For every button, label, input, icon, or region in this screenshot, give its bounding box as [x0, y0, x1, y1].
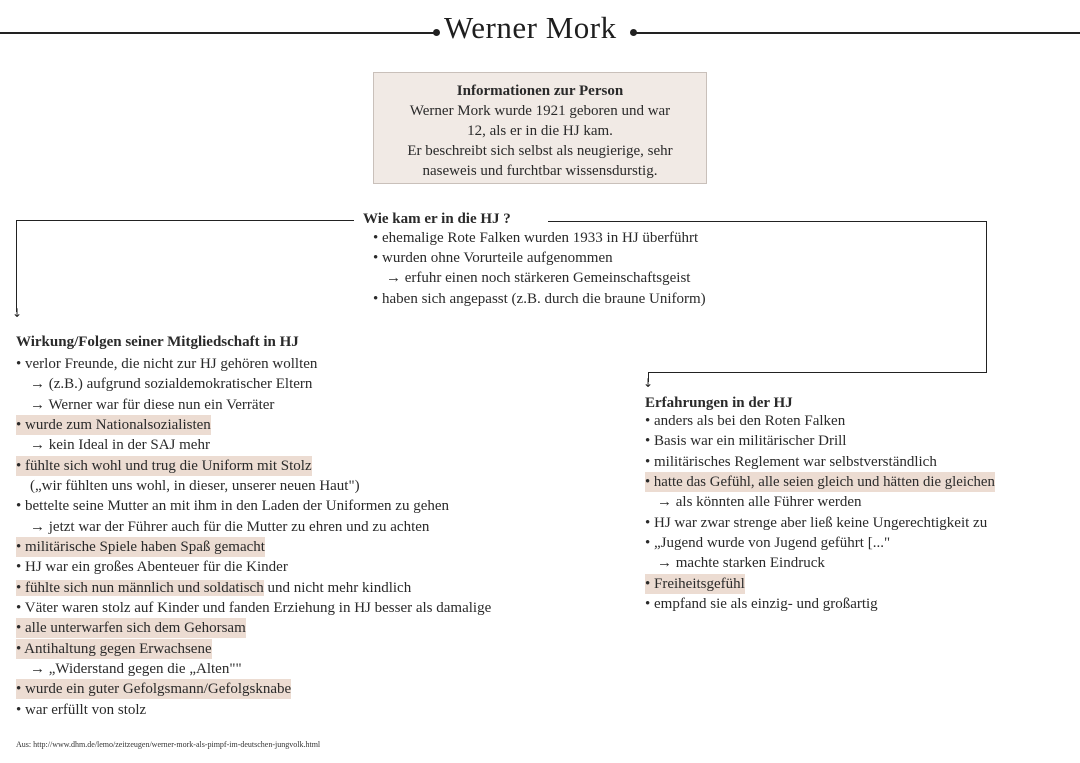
experiences-item: • „Jugend wurde von Jugend geführt [...": [645, 535, 891, 551]
experiences-item: • empfand sie als einzig- und großartig: [645, 596, 878, 612]
experiences-item: • HJ war zwar strenge aber ließ keine Ungerechtigkeit zu: [645, 515, 988, 531]
entry-item: → erfuhr einen noch stärkeren Gemeinschaftsgeist: [386, 270, 691, 286]
entry-item: • haben sich angepasst (z.B. durch die braune Uniform): [373, 291, 706, 307]
effects-item-rest: und nicht mehr kindlich: [263, 580, 412, 596]
effects-item: → kein Ideal in der SAJ mehr: [30, 437, 210, 453]
page-title: Werner Mork: [444, 10, 617, 45]
arrow-down-icon: ↓: [12, 306, 23, 320]
connector-right: [548, 221, 986, 222]
info-heading: Informationen zur Person: [456, 83, 624, 99]
effects-item-highlight: • fühlte sich nun männlich und soldatisch: [16, 580, 264, 596]
title-rule-right: [634, 32, 1080, 34]
effects-heading: Wirkung/Folgen seiner Mitgliedschaft in HJ: [16, 334, 299, 350]
info-line: Werner Mork wurde 1921 geboren und war: [409, 103, 671, 119]
effects-item: → „Widerstand gegen die „Alten"": [30, 661, 242, 677]
experiences-heading: Erfahrungen in der HJ: [645, 395, 793, 411]
entry-item: • wurden ohne Vorurteile aufgenommen: [373, 250, 613, 266]
connector-left-down: [16, 220, 17, 312]
effects-item: → Werner war für diese nun ein Verräter: [30, 397, 275, 413]
effects-item: • alle unterwarfen sich dem Gehorsam: [16, 620, 246, 636]
effects-item: • wurde ein guter Gefolgsmann/Gefolgsknabe: [16, 681, 292, 697]
entry-item: • ehemalige Rote Falken wurden 1933 in HJ überführt: [373, 230, 699, 246]
connector-left: [16, 220, 354, 221]
effects-item: • verlor Freunde, die nicht zur HJ gehören wollten: [16, 356, 318, 372]
experiences-item: → als könnten alle Führer werden: [657, 494, 862, 510]
title-rule-left-dot: [433, 29, 440, 36]
effects-item: → (z.B.) aufgrund sozialdemokratischer Eltern: [30, 376, 313, 392]
effects-item: • wurde zum Nationalsozialisten: [16, 417, 211, 433]
arrow-down-icon: ↓: [643, 376, 654, 390]
effects-item: • HJ war ein großes Abenteuer für die Kinder: [16, 559, 288, 575]
effects-item: • militärische Spiele haben Spaß gemacht: [16, 539, 265, 555]
effects-item: • Väter waren stolz auf Kinder und fanden Erziehung in HJ besser als damalige: [16, 600, 492, 616]
connector-right-back: [648, 372, 987, 373]
experiences-item: • militärisches Reglement war selbstverständlich: [645, 454, 937, 470]
experiences-item: • Basis war ein militärischer Drill: [645, 433, 847, 449]
info-line: 12, als er in die HJ kam.: [467, 123, 613, 139]
effects-item: • bettelte seine Mutter an mit ihm in den Laden der Uniformen zu gehen: [16, 498, 450, 514]
experiences-item: • hatte das Gefühl, alle seien gleich und hätten die gleichen: [645, 474, 995, 490]
info-line: Er beschreibt sich selbst als neugierige, sehr: [407, 143, 673, 159]
effects-item: • fühlte sich wohl und trug die Uniform mit Stolz: [16, 458, 312, 474]
effects-item: („wir fühlten uns wohl, in dieser, unserer neuen Haut"): [30, 478, 360, 494]
effects-item: → jetzt war der Führer auch für die Mutter zu ehren und zu achten: [30, 519, 430, 535]
effects-item: [16, 578, 411, 598]
title-rule-left: [0, 32, 437, 34]
experiences-item: • anders als bei den Roten Falken: [645, 413, 846, 429]
info-line: naseweis und furchtbar wissensdurstig.: [422, 163, 658, 179]
connector-right-down: [986, 221, 987, 372]
entry-heading: Wie kam er in die HJ ?: [363, 211, 511, 227]
info-box: [373, 72, 707, 184]
experiences-item: → machte starken Eindruck: [657, 555, 825, 571]
source-note: Aus: http://www.dhm.de/lemo/zeitzeugen/werner-mork-als-pimpf-im-deutschen-jungvolk.html: [16, 740, 321, 749]
effects-item: • Antihaltung gegen Erwachsene: [16, 641, 212, 657]
effects-item: • war erfüllt von stolz: [16, 702, 147, 718]
experiences-item: • Freiheitsgefühl: [645, 576, 745, 592]
